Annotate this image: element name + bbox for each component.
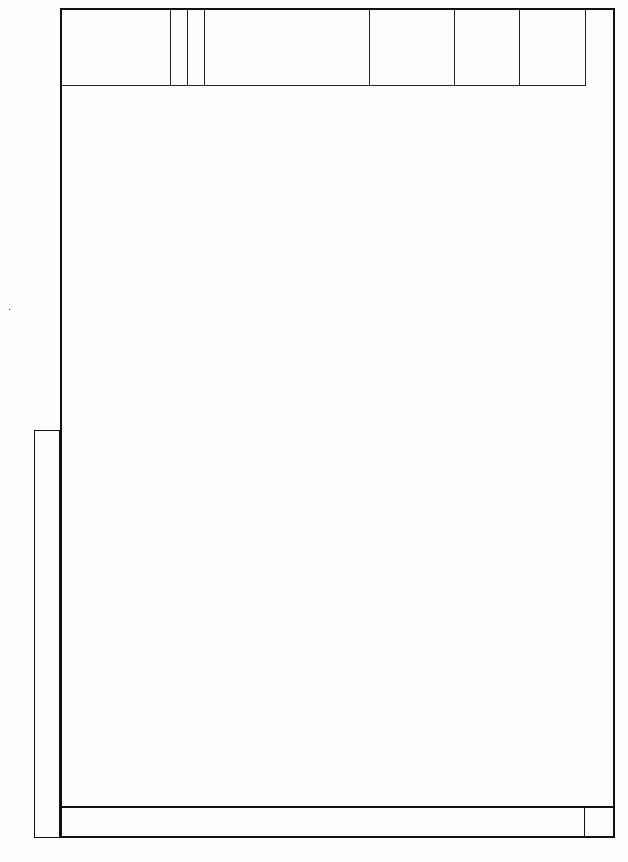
title-block-labels: [60, 826, 260, 838]
title-block: [60, 806, 615, 838]
sheet-number-box: [584, 806, 615, 838]
left-stamp-strip: [34, 430, 60, 838]
drawing-frame: [60, 8, 615, 838]
binding-mark: ·: [8, 304, 12, 315]
